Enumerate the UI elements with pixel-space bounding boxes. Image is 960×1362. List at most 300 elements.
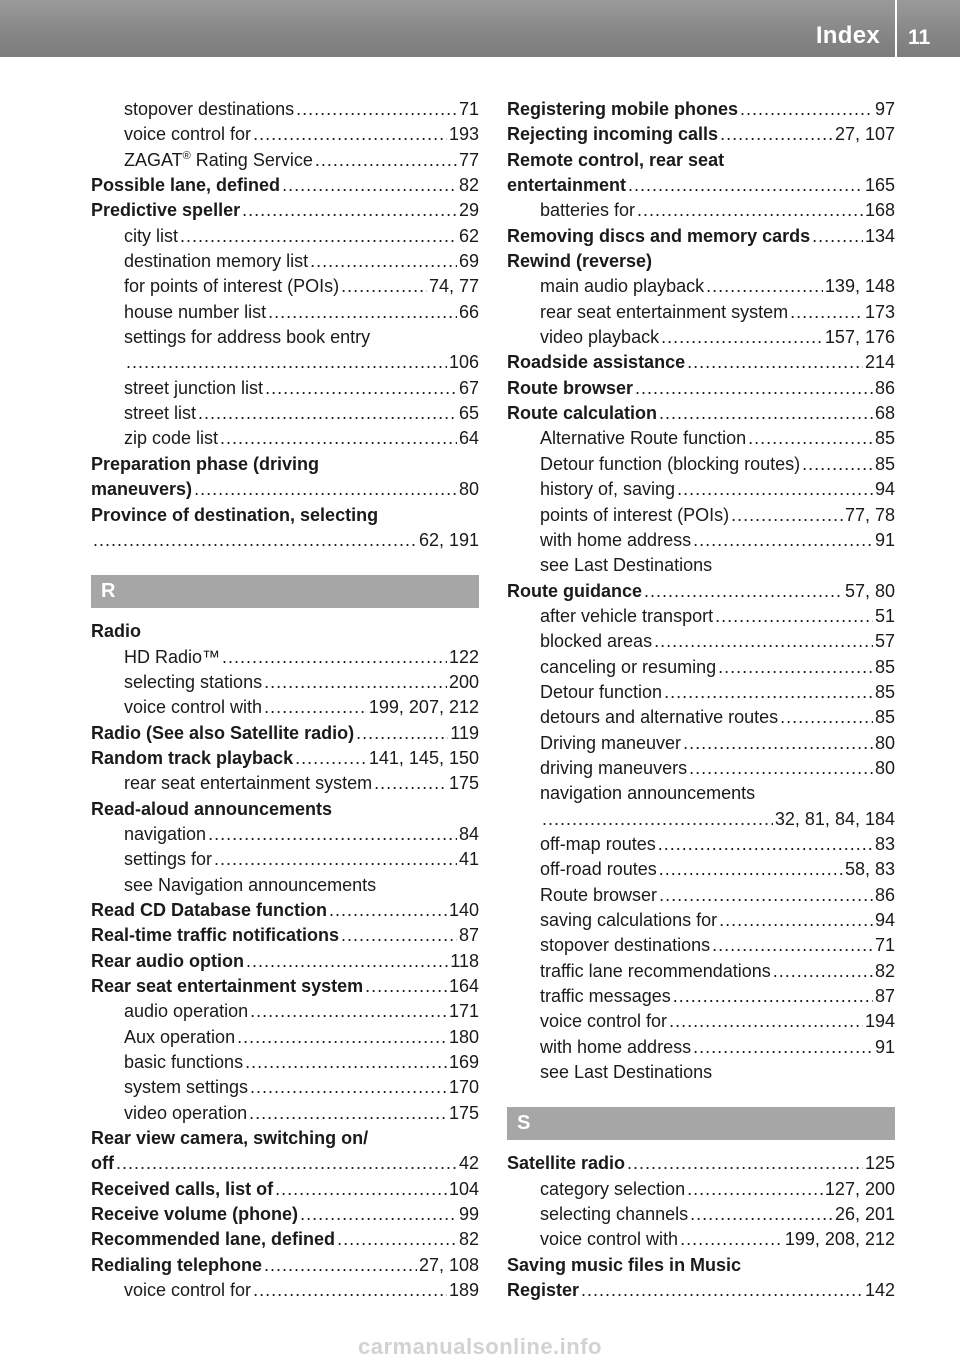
leader-dots — [659, 401, 873, 426]
index-entry — [507, 1253, 895, 1278]
entry-term: destination memory list — [124, 251, 309, 272]
entry-term: voice control for — [124, 1280, 252, 1301]
entry-pages: 125 — [864, 1153, 895, 1174]
entry-term: see Navigation announcements — [124, 874, 377, 895]
entry-term: Aux operation — [124, 1026, 236, 1047]
leader-dots — [237, 1025, 447, 1050]
entry-term: Received calls, list of — [91, 1178, 274, 1199]
leader-dots — [253, 122, 447, 147]
entry-term: Read CD Database function — [91, 899, 328, 920]
entry-list — [507, 1151, 895, 1303]
entry-pages: 51 — [874, 605, 895, 626]
entry-term: voice control for — [124, 124, 252, 145]
index-entry — [91, 923, 479, 948]
index-subentry — [91, 148, 479, 173]
entry-pages: 85 — [874, 656, 895, 677]
index-subentry — [507, 300, 895, 325]
entry-term: entertainment — [507, 175, 627, 196]
index-subentry — [91, 1025, 479, 1050]
leader-dots — [664, 680, 873, 705]
entry-pages: 122 — [448, 646, 479, 667]
leader-dots — [264, 695, 367, 720]
entry-term: Detour function (blocking routes) — [540, 453, 801, 474]
index-subentry — [507, 477, 895, 502]
index-subentry — [91, 401, 479, 426]
entry-pages: 180 — [448, 1026, 479, 1047]
leader-dots — [659, 883, 873, 908]
leader-dots — [126, 350, 447, 375]
index-entry — [507, 224, 895, 249]
entry-pages: 64 — [458, 428, 479, 449]
index-subentry — [507, 857, 895, 882]
index-subentry — [507, 731, 895, 756]
index-entry — [91, 974, 479, 999]
index-subentry — [91, 645, 479, 670]
entry-term: Register — [507, 1280, 580, 1301]
leader-dots — [250, 999, 447, 1024]
index-column-right — [507, 97, 895, 1303]
index-subentry — [507, 1202, 895, 1227]
index-entry — [507, 579, 895, 604]
entry-term: Alternative Route function — [540, 428, 747, 449]
section-title: Index — [815, 22, 880, 49]
leader-dots — [268, 300, 457, 325]
entry-term: history of, saving — [540, 479, 676, 500]
entry-term: Read-aloud announcements — [91, 798, 333, 819]
index-subentry — [507, 883, 895, 908]
entry-term: Route calculation — [507, 403, 658, 424]
index-subentry — [507, 984, 895, 1009]
entry-pages: 26, 201 — [834, 1204, 895, 1225]
leader-dots — [116, 1151, 457, 1176]
leader-dots — [748, 426, 873, 451]
entry-pages: 170 — [448, 1077, 479, 1098]
index-entry — [91, 198, 479, 223]
index-subentry — [91, 376, 479, 401]
watermark: carmanualsonline.info — [358, 1334, 602, 1359]
entry-term: rear seat entertainment system — [540, 301, 789, 322]
leader-dots — [677, 477, 873, 502]
entry-term: Rear seat entertainment system — [91, 976, 364, 996]
index-subentry — [507, 1177, 895, 1202]
index-subentry — [91, 274, 479, 299]
entry-pages: 42 — [458, 1153, 479, 1174]
entry-pages: 165 — [864, 175, 895, 196]
index-subentry — [91, 300, 479, 325]
entry-term: Route browser — [507, 377, 634, 398]
index-entry — [91, 619, 479, 644]
index-subentry — [91, 1101, 479, 1126]
index-subentry — [507, 756, 895, 781]
entry-pages: 80 — [458, 479, 479, 500]
leader-dots — [310, 249, 457, 274]
entry-pages: 194 — [864, 1011, 895, 1032]
index-subentry — [507, 680, 895, 705]
index-entry — [507, 249, 895, 274]
leader-dots — [654, 629, 873, 654]
index-subentry — [91, 670, 479, 695]
index-entry — [91, 503, 479, 528]
entry-pages: 139, 148 — [824, 276, 895, 297]
entry-pages: 86 — [874, 377, 895, 398]
entry-term: off — [91, 1153, 114, 1174]
leader-dots — [740, 97, 873, 122]
entry-term: Rejecting incoming calls — [507, 124, 719, 145]
index-subentry — [91, 325, 479, 350]
index-subentry — [507, 832, 895, 857]
entry-term: Redialing telephone — [91, 1254, 263, 1275]
page-header-bar — [0, 0, 960, 57]
index-subentry — [507, 452, 895, 477]
entry-pages: 106 — [448, 352, 479, 373]
leader-dots — [300, 1202, 457, 1227]
entry-term: Receive volume (phone) — [91, 1204, 299, 1225]
entry-term: voice control with — [540, 1229, 679, 1250]
entry-term: Radio — [91, 621, 142, 642]
entry-term: navigation announcements — [540, 783, 756, 804]
entry-term: Remote control, rear seat — [507, 149, 725, 170]
entry-term: Detour function — [540, 681, 663, 702]
leader-dots — [282, 173, 457, 198]
entry-term: street list — [124, 403, 197, 424]
leader-dots — [581, 1278, 863, 1303]
section-letter-s: S — [507, 1107, 895, 1140]
leader-dots — [790, 300, 863, 325]
entry-term: selecting stations — [124, 671, 263, 692]
index-subentry — [91, 1075, 479, 1100]
index-subentry — [91, 999, 479, 1024]
entry-pages: 62, 191 — [418, 529, 479, 550]
index-subentry — [507, 528, 895, 553]
leader-dots — [718, 655, 873, 680]
entry-term: voice control with — [124, 697, 263, 718]
entry-pages: 171 — [448, 1001, 479, 1022]
entry-pages: 91 — [874, 1036, 895, 1057]
entry-pages: 58, 83 — [844, 859, 895, 880]
section-spacer — [507, 1085, 895, 1107]
leader-dots — [637, 198, 863, 223]
index-subentry — [91, 695, 479, 720]
index-entry — [507, 148, 895, 173]
leader-dots — [687, 350, 863, 375]
entry-term: Preparation phase (driving — [91, 453, 320, 474]
entry-term: settings for — [124, 849, 213, 870]
index-subentry — [91, 97, 479, 122]
index-entry — [91, 1253, 479, 1278]
entry-pages: 27, 107 — [834, 124, 895, 145]
leader-dots — [208, 822, 457, 847]
entry-term: Rear view camera, switching on/ — [91, 1128, 369, 1149]
entry-term: with home address — [540, 529, 692, 550]
entry-pages: 82 — [458, 175, 479, 196]
index-subentry — [507, 781, 895, 806]
leader-dots — [658, 832, 873, 857]
index-entry — [91, 1202, 479, 1227]
leader-dots — [253, 1278, 447, 1303]
entry-list — [91, 97, 479, 553]
leader-dots — [214, 847, 457, 872]
index-subentry — [507, 908, 895, 933]
leader-dots — [635, 376, 873, 401]
entry-term: selecting channels — [540, 1204, 689, 1225]
entry-pages: 67 — [458, 377, 479, 398]
index-subentry — [91, 249, 479, 274]
index-entry — [91, 452, 479, 477]
entry-pages: 87 — [458, 925, 479, 946]
leader-dots — [341, 274, 427, 299]
entry-term: house number list — [124, 301, 267, 322]
leader-dots — [542, 807, 773, 832]
entry-pages: 57, 80 — [844, 580, 895, 601]
leader-dots — [659, 857, 843, 882]
entry-pages: 57 — [874, 631, 895, 652]
entry-pages: 85 — [874, 707, 895, 728]
entry-term: stopover destinations — [124, 99, 295, 119]
index-subentry — [507, 274, 895, 299]
leader-dots — [627, 1151, 863, 1176]
index-subentry — [507, 503, 895, 528]
index-subentry — [91, 224, 479, 249]
entry-list — [507, 97, 895, 1085]
entry-pages: 82 — [874, 960, 895, 981]
entry-term: Predictive speller — [91, 200, 241, 221]
entry-term: Route browser — [540, 884, 658, 905]
entry-term: saving calculations for — [540, 910, 718, 930]
index-subentry — [91, 1050, 479, 1075]
leader-dots — [295, 746, 367, 771]
entry-term: blocked areas — [540, 631, 653, 652]
leader-dots — [329, 898, 447, 923]
leader-dots — [93, 528, 417, 553]
entry-term: points of interest (POIs) — [540, 504, 730, 525]
entry-pages: 29 — [458, 200, 479, 221]
index-subentry — [91, 350, 479, 375]
entry-term: detours and alternative routes — [540, 707, 779, 728]
index-subentry — [507, 198, 895, 223]
index-entry — [91, 797, 479, 822]
entry-pages: 68 — [874, 403, 895, 424]
leader-dots — [220, 426, 457, 451]
leader-dots — [275, 1177, 447, 1202]
index-subentry — [507, 1009, 895, 1034]
index-subentry — [507, 1035, 895, 1060]
entry-term: main audio playback — [540, 276, 705, 297]
leader-dots — [683, 731, 873, 756]
leader-dots — [194, 477, 457, 502]
index-entry — [507, 122, 895, 147]
leader-dots — [687, 1177, 823, 1202]
entry-pages: 77 — [458, 149, 479, 170]
entry-pages: 189 — [448, 1280, 479, 1301]
entry-term: Recommended lane, defined — [91, 1229, 336, 1250]
index-entry — [507, 350, 895, 375]
leader-dots — [337, 1227, 457, 1252]
entry-term: traffic messages — [540, 986, 671, 1007]
entry-pages: 66 — [458, 301, 479, 322]
entry-term: Roadside assistance — [507, 352, 686, 373]
entry-pages: 134 — [864, 225, 895, 246]
entry-term: video playback — [540, 327, 660, 348]
entry-term: Registering mobile phones — [507, 99, 739, 119]
entry-term: zip code list — [124, 428, 219, 449]
index-entry — [507, 376, 895, 401]
entry-term: maneuvers) — [91, 479, 193, 500]
entry-pages: 118 — [450, 950, 479, 971]
index-subentry — [507, 629, 895, 654]
entry-pages: 175 — [448, 1102, 479, 1123]
index-entry — [507, 1278, 895, 1303]
entry-pages: 77, 78 — [844, 504, 895, 525]
entry-pages: 74, 77 — [428, 276, 479, 297]
leader-dots — [222, 645, 447, 670]
entry-term: Driving maneuver — [540, 732, 682, 753]
entry-term: canceling or resuming — [540, 656, 717, 677]
entry-pages: 157, 176 — [824, 327, 895, 348]
leader-dots — [374, 771, 447, 796]
entry-pages: 69 — [458, 251, 479, 272]
index-entry — [91, 173, 479, 198]
index-subentry — [507, 807, 895, 832]
leader-dots — [265, 376, 457, 401]
entry-pages: 193 — [448, 124, 479, 145]
entry-term: ZAGAT® Rating Service — [124, 149, 313, 170]
index-subentry — [91, 873, 479, 898]
entry-term: batteries for — [540, 200, 636, 221]
leader-dots — [365, 974, 447, 999]
entry-term: HD Radio™ — [124, 646, 221, 667]
entry-pages: 91 — [874, 529, 895, 550]
index-subentry — [507, 1060, 895, 1085]
entry-term: with home address — [540, 1036, 692, 1057]
leader-dots — [250, 1075, 447, 1100]
leader-dots — [242, 198, 457, 223]
entry-pages: 85 — [874, 428, 895, 449]
entry-pages: 80 — [874, 732, 895, 753]
entry-term: Radio (See also Satellite radio) — [91, 722, 355, 743]
leader-dots — [706, 274, 823, 299]
entry-term: Province of destination, selecting — [91, 504, 379, 525]
entry-term: traffic lane recommendations — [540, 960, 771, 981]
leader-dots — [690, 1202, 833, 1227]
entry-pages: 82 — [458, 1229, 479, 1250]
entry-pages: 84 — [458, 823, 479, 844]
index-subentry — [507, 553, 895, 578]
entry-term: basic functions — [124, 1052, 244, 1073]
leader-dots — [669, 1009, 863, 1034]
entry-pages: 62 — [458, 225, 479, 246]
entry-pages: 168 — [864, 200, 895, 221]
entry-pages: 141, 145, 150 — [368, 747, 479, 768]
index-entry — [507, 97, 895, 122]
entry-pages: 94 — [874, 910, 895, 930]
index-subentry — [91, 771, 479, 796]
entry-term: Rear audio option — [91, 950, 244, 971]
leader-dots — [315, 148, 457, 173]
index-subentry — [507, 426, 895, 451]
entry-pages: 104 — [448, 1178, 479, 1199]
entry-pages: 142 — [864, 1280, 895, 1301]
index-subentry — [507, 655, 895, 680]
entry-pages: 173 — [864, 301, 895, 322]
entry-term: Route guidance — [507, 580, 643, 601]
entry-term: for points of interest (POIs) — [124, 276, 340, 297]
leader-dots — [719, 908, 873, 933]
leader-dots — [644, 579, 843, 604]
entry-pages: 169 — [448, 1052, 479, 1073]
entry-pages: 71 — [874, 935, 895, 956]
leader-dots — [802, 452, 873, 477]
index-entry — [507, 401, 895, 426]
page-number: 11 — [908, 26, 931, 49]
index-subentry — [507, 604, 895, 629]
leader-dots — [198, 401, 457, 426]
index-subentry — [91, 847, 479, 872]
entry-term: Rewind (reverse) — [507, 251, 653, 272]
leader-dots — [673, 984, 873, 1009]
section-spacer — [91, 553, 479, 575]
entry-term: see Last Destinations — [540, 1062, 713, 1083]
leader-dots — [264, 1253, 417, 1278]
entry-term: voice control for — [540, 1011, 668, 1032]
leader-dots — [341, 923, 457, 948]
entry-term: Removing discs and memory cards — [507, 225, 811, 246]
entry-pages: 27, 108 — [418, 1254, 479, 1275]
index-entry — [91, 746, 479, 771]
index-subentry — [507, 959, 895, 984]
entry-pages: 94 — [874, 479, 895, 500]
index-subentry — [507, 705, 895, 730]
leader-dots — [356, 721, 448, 746]
entry-term: audio operation — [124, 1001, 249, 1022]
leader-dots — [812, 224, 863, 249]
index-entry — [91, 1151, 479, 1176]
index-subentry — [507, 933, 895, 958]
index-subentry — [91, 1278, 479, 1303]
leader-dots — [715, 604, 873, 629]
entry-term: rear seat entertainment system — [124, 773, 373, 794]
index-subentry — [91, 822, 479, 847]
entry-pages: 32, 81, 84, 184 — [774, 808, 895, 829]
entry-pages: 85 — [874, 453, 895, 474]
entry-pages: 86 — [874, 884, 895, 905]
entry-pages: 199, 207, 212 — [368, 697, 479, 718]
entry-term: Satellite radio — [507, 1153, 626, 1174]
entry-term: see Last Destinations — [540, 555, 713, 576]
index-subentry — [507, 1227, 895, 1252]
entry-pages: 119 — [450, 722, 479, 743]
leader-dots — [693, 1035, 873, 1060]
index-entry — [507, 173, 895, 198]
entry-term: settings for address book entry — [124, 327, 371, 348]
entry-pages: 99 — [458, 1204, 479, 1225]
leader-dots — [731, 503, 843, 528]
index-entry — [91, 949, 479, 974]
index-subentry — [91, 426, 479, 451]
index-entry — [91, 477, 479, 502]
leader-dots — [780, 705, 873, 730]
entry-term: off-map routes — [540, 833, 656, 854]
entry-pages: 200 — [448, 671, 479, 692]
entry-term: navigation — [124, 823, 207, 844]
leader-dots — [628, 173, 863, 198]
entry-term: after vehicle transport — [540, 605, 714, 626]
entry-term: city list — [124, 225, 178, 246]
entry-term: category selection — [540, 1178, 686, 1199]
entry-pages: 41 — [458, 849, 479, 870]
entry-pages: 140 — [448, 899, 479, 920]
entry-list — [91, 619, 479, 1303]
entry-pages: 214 — [864, 352, 895, 373]
